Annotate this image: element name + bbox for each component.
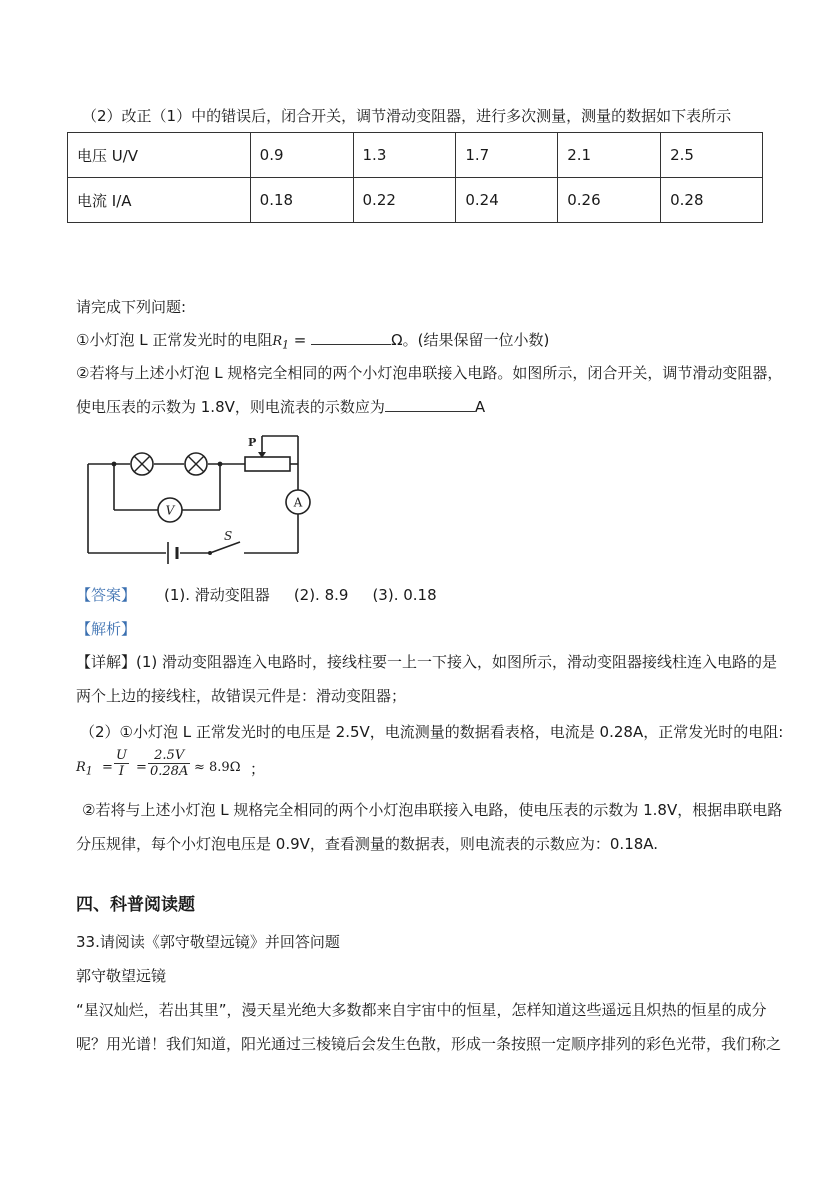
ammeter-label: A (293, 495, 303, 510)
question-1-tail: Ω。(结果保留一位小数) (391, 331, 550, 349)
formula-fraction-values (148, 748, 190, 779)
voltmeter-label: V (165, 503, 175, 518)
resistance-formula (76, 748, 276, 790)
answer-item: (1). 滑动变阻器 (164, 586, 270, 604)
article-body-line-1: “星汉灿烂，若出其里”，漫天星光绝大多数都来自宇宙中的恒星，怎样知道这些遥远且炽热的恒星的成分 (76, 1001, 767, 1019)
section-title: 四、科普阅读题 (76, 895, 195, 915)
table-cell: 0.26 (558, 178, 661, 223)
table-row-label: 电压 U/V (68, 133, 251, 178)
switch-label: S (224, 529, 233, 543)
table-cell: 1.3 (353, 133, 456, 178)
slider-label: P (248, 436, 257, 449)
answer-item: (2). 8.9 (293, 586, 349, 604)
table-cell: 0.24 (456, 178, 558, 223)
detail-line-5: 分压规律，每个小灯泡电压是 0.9V，查看测量的数据表，则电流表的示数应为：0.18A. (76, 835, 659, 853)
rheostat-icon (245, 436, 290, 471)
switch-pivot (208, 551, 212, 555)
lamp-icon (185, 453, 207, 475)
question-2-line-1: ②若将与上述小灯泡 L 规格完全相同的两个小灯泡串联接入电路。如图所示，闭合开关，调节滑动变阻器， (76, 364, 783, 382)
analysis-tag (76, 619, 136, 639)
r1-symbol (272, 334, 290, 352)
fraction-denominator: 0.28A (150, 764, 189, 779)
question-1 (76, 330, 549, 356)
formula-lhs (76, 760, 93, 778)
r-subscript: 1 (282, 338, 290, 352)
table-cell: 0.18 (250, 178, 353, 223)
ammeter-icon (286, 490, 310, 514)
formula-r: R (76, 760, 86, 775)
formula-subscript: 1 (85, 764, 93, 778)
detail-text: (1) 滑动变阻器连入电路时，接线柱要一上一下接入，如图所示，滑动变阻器接线柱连入电路的是 (136, 653, 778, 671)
table-row-label: 电流 I/A (68, 178, 251, 223)
questions-prompt: 请完成下列问题: (76, 298, 187, 316)
table-row (68, 133, 763, 178)
question-2-unit: A (474, 398, 486, 416)
equals-sign: = (289, 331, 312, 349)
answer-blank-2[interactable] (385, 397, 475, 412)
junction-dot (218, 462, 223, 467)
detail-line-2: 两个上边的接线柱，故错误元件是：滑动变阻器； (76, 687, 407, 705)
battery-icon (168, 542, 177, 564)
detail-line-1 (76, 652, 777, 672)
question-1-text: ①小灯泡 L 正常发光时的电阻 (76, 331, 273, 349)
voltmeter-icon (158, 498, 182, 522)
article-body-line-2: 呢？用光谱！我们知道，阳光通过三棱镜后会发生色散，形成一条按照一定顺序排列的彩色光带，我们称之 (76, 1035, 782, 1053)
fraction-denominator: I (118, 764, 125, 779)
detail-line-3: （2）①小灯泡 L 正常发光时的电压是 2.5V，电流测量的数据看表格，电流是 0.28A，正常发光时的电阻: (80, 723, 784, 741)
table-cell: 2.5 (661, 133, 763, 178)
formula-fraction-ui (114, 748, 129, 779)
question-33: 33.请阅读《郭守敬望远镜》并回答问题 (76, 933, 340, 951)
formula-equals: = (102, 760, 113, 775)
table-cell: 0.28 (661, 178, 763, 223)
detail-tag: 【详解】 (76, 653, 137, 671)
table-row (68, 178, 763, 223)
table-cell: 1.7 (456, 133, 558, 178)
question-2-text: 使电压表的示数为 1.8V，则电流表的示数应为 (76, 398, 385, 416)
junction-dot (112, 462, 117, 467)
fraction-numerator: U (116, 748, 127, 763)
table-cell: 2.1 (558, 133, 661, 178)
r-symbol: R (272, 334, 283, 349)
table-cell: 0.22 (353, 178, 456, 223)
answer-tag: 【答案】 (76, 586, 137, 604)
table-cell: 0.9 (250, 133, 353, 178)
lamp-icon (131, 453, 153, 475)
formula-equals-2: = (136, 760, 147, 775)
answer-line (76, 585, 437, 605)
q2-intro: （2）改正（1）中的错误后，闭合开关，调节滑动变阻器，进行多次测量，测量的数据如下表所示 (82, 107, 732, 125)
detail-line-4: ②若将与上述小灯泡 L 规格完全相同的两个小灯泡串联接入电路，使电压表的示数为 1.8V，根据串联电路 (82, 801, 783, 819)
article-title: 郭守敬望远镜 (76, 967, 167, 985)
measurement-table (67, 132, 763, 223)
formula-result: ≈ 8.9Ω (194, 760, 241, 775)
answer-item: (3). 0.18 (372, 586, 437, 604)
circuit-diagram (80, 426, 324, 566)
formula-end: ； (250, 760, 266, 778)
analysis-label: 【解析】 (76, 620, 137, 638)
fraction-numerator: 2.5V (148, 748, 190, 764)
question-2-line-2 (76, 397, 485, 417)
answer-blank-1[interactable] (311, 330, 391, 345)
